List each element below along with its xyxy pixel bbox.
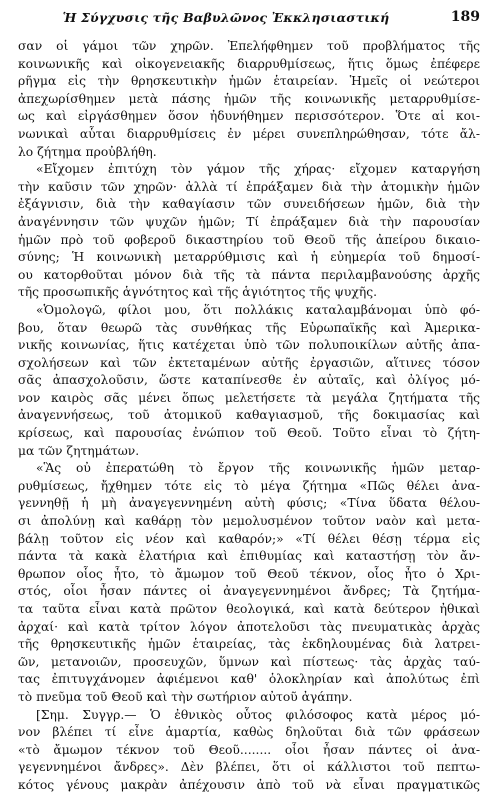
text-line: σᾶς ἀπασχολοῦσιν, ὥστε καταπίνεσθε ἐν αὐταῖς, καὶ ὀλίγος μό- [18, 373, 480, 388]
text-line: ἀναγέννησιν τῶν ψυχῶν ἡμῶν; Τί ἐπράξαμεν διὰ τὴν παρουσίαν [18, 214, 480, 229]
text-line: βάλῃ τοῦτον εἰς νέον καὶ καθαρόν;» «Τί θέλει θέσῃ τέρμα εἰς [18, 531, 480, 546]
text-line: θρωπον οἷος ἦτο, τὸ ἄμωμον τοῦ Θεοῦ τέκνον, οἷος ἦτο ὁ Χρι- [18, 566, 480, 581]
running-title: Ἡ Σύγχυσις τῆς Βαβυλῶνος Ἐκκλησιαστική [62, 10, 390, 25]
text-line: νον καιρὸς σᾶς μένει ὅπως μελετήσετε τὰ μεγάλα ζητήματα τῆς [18, 390, 480, 405]
paragraph [18, 302, 480, 460]
text-line: νον βλέπει τί εἶνε ἁμαρτία, καθὼς δηλοῦται διὰ τῶν φράσεων [18, 725, 480, 740]
text-line: «Ἃς οὐ ἐπερατώθη τὸ ἔργον τῆς κοινωνικῆς ἡμῶν μεταρ- [36, 461, 480, 476]
body-text [18, 38, 480, 795]
text-line: γεννηθῇ ἡ μὴ ἀναγεγεννημένη αὐτὴ φύσις; «Τίνα ὕδατα θέλου- [18, 496, 480, 511]
text-line: τας ἐπιτυγχάνομεν ἀφιέμενοι καθ' ὁλοκληρίαν καὶ ἀπολύτως ἐπὶ [18, 672, 480, 687]
text-line: ἀρχαί· καὶ κατὰ τρίτον λόγον ἀποτελοῦσι τὰς πνευματικὰς ἀρχὰς [18, 619, 480, 634]
text-line: ἀναγεννήσεως, τοῦ ἀτομικοῦ καθαγιασμοῦ, τῆς δοκιμασίας καὶ [18, 408, 480, 423]
text-line: ἡμῶν πρὸ τοῦ φοβεροῦ δικαστηρίου τοῦ Θεοῦ τῆς ἀπείρου δικαιο- [18, 232, 480, 247]
text-line: τα ταῦτα εἶναι κατὰ πρῶτον θεολογικά, καὶ κατὰ δεύτερον ἠθικαὶ [18, 602, 480, 616]
text-line: σύνης; Ἡ κοινωνικὴ μεταρρύθμισις καὶ ἡ εὐημερία τοῦ δημοσί- [18, 250, 480, 265]
text-line: νικῆς κοινωνίας, ἥτις κατέχεται ὑπὸ τῶν πολυποικίλων αὐτῆς ἀπα- [18, 338, 480, 353]
text-line: κότος γένους μακρὰν ἀπέχουσιν ἀπὸ τοῦ νὰ εἶναι πραγματικῶς [18, 777, 480, 792]
text-line: πάντα τὰ κακὰ ἐλατήρια καὶ ἐπιθυμίας καὶ καταστήσῃ τὸν ἄν- [18, 549, 480, 564]
page-header [18, 8, 480, 38]
text-line: λο ζήτημα προὐβλήθη. [18, 144, 157, 159]
text-line: σαν οἱ γάμοι τῶν χηρῶν. Ἐπελήφθημεν τοῦ προβλήματος τῆς [18, 39, 480, 53]
text-line: σχολήσεων καὶ τῶν ἐκτεταμένων αὐτῆς ἐργασιῶν, αἵτινες τόσον [18, 355, 480, 370]
text-line: γεγεννημένοι ἄνδρες». Δὲν βλέπει, ὅτι οἱ κάλλιστοι τοῦ πεπτω- [18, 760, 480, 775]
text-line: τῆς θρησκευτικῆς ἡμῶν ἑταιρείας, τὰς ἐκδηλουμένας διὰ λατρει- [18, 637, 480, 652]
book-page [18, 8, 480, 795]
text-line: ἐξάγνισιν, διὰ τὴν καθαγίασιν τῶν συνειδήσεων ἡμῶν, διὰ τὴν [18, 197, 480, 212]
text-line: βου, ὅταν θεωρῶ τὰς συνθήκας τῆς Εὐρωπαϊκῆς καὶ Ἀμερικα- [18, 320, 480, 335]
text-line: κοινωνικῆς καὶ οἰκογενειακῆς διαρρυθμίσεως, ἥτις ὅμως ἐπέφερε [18, 56, 480, 71]
text-line: τὴν καῦσιν τῶν χηρῶν· ἀλλὰ τί ἐπράξαμεν διὰ τὴν ἀτομικὴν ἡμῶν [18, 179, 480, 194]
paragraph [18, 460, 480, 706]
text-line: ἀπεχωρίσθημεν μετὰ πάσης ἡμῶν τῆς κοινωνικῆς μεταρρυθμίσε- [18, 91, 480, 106]
text-line: στός, οἷοι ἦσαν πάντες οἱ ἀναγεγεννημένοι ἄνδρες; Τὰ ζητήμα- [18, 584, 480, 599]
text-line: ρῆγμα εἰς τὴν θρησκευτικὴν ἡμῶν ἑταιρείαν. Ἡμεῖς οἱ νεώτεροι [18, 74, 480, 89]
text-line: σι ἀπολύνῃ καὶ καθάρῃ τὸν μεμολυσμένον τοῦτον ναὸν καὶ μετα- [18, 514, 480, 529]
author-note [18, 707, 480, 795]
page-number: 189 [450, 9, 480, 25]
text-line: τῆς προσωπικῆς ἁγνότητος καὶ τῆς ἁγιότητος τῆς ψυχῆς. [18, 285, 377, 300]
text-line: «Εἴχομεν ἐπιτύχη τὸν γάμον τῆς χήρας· εἴχομεν καταργήση [36, 162, 480, 177]
text-line: ρυθμίσεως, ἤχθημεν τότε εἰς τὸ μέγα ζήτημα «Πῶς θέλει ἀνα- [18, 478, 480, 493]
text-line: νωνικαὶ αὗται διαρρυθμίσεις ἐν μέρει συνεπληρώθησαν, τότε ἄλ- [18, 126, 480, 141]
text-line: τὸ πνεῦμα τοῦ Θεοῦ καὶ τὴν σωτήριον αὐτοῦ ἀγάπην. [18, 689, 353, 704]
paragraph [18, 38, 480, 161]
text-line: [Σημ. Συγγρ.— Ὁ ἐθνικὸς οὗτος φιλόσοφος κατὰ μέρος μό- [36, 707, 480, 722]
text-line: μα τῶν ζητημάτων. [18, 443, 140, 458]
text-line: ῶν, μετανοιῶν, προσευχῶν, ὕμνων καὶ πίστεως· τὰς ἀρχὰς ταύ- [18, 654, 480, 669]
text-line: κρίσεως, καὶ παρουσίας ἐνώπιον τοῦ Θεοῦ. Τοῦτο εἶναι τὸ ζήτη- [18, 426, 480, 441]
text-line: «τὸ ἄμωμον τέκνον τοῦ Θεοῦ........ οἷοι ἦσαν πάντες οἱ ἀνα- [18, 742, 480, 757]
text-line: ου κατορθοῦται μόνον διὰ τῆς τὰ πάντα περιλαμβανούσης ἀρχῆς [18, 267, 480, 282]
text-line: «Ὁμολογῶ, φίλοι μου, ὅτι πολλάκις καταλαμβάνομαι ὑπὸ φό- [36, 302, 480, 317]
paragraph [18, 161, 480, 302]
text-line: ως καὶ εἰργάσθημεν ὅσον ἠδυνήθημεν περισσότερον. Ὅτε αἱ κοι- [18, 109, 480, 124]
